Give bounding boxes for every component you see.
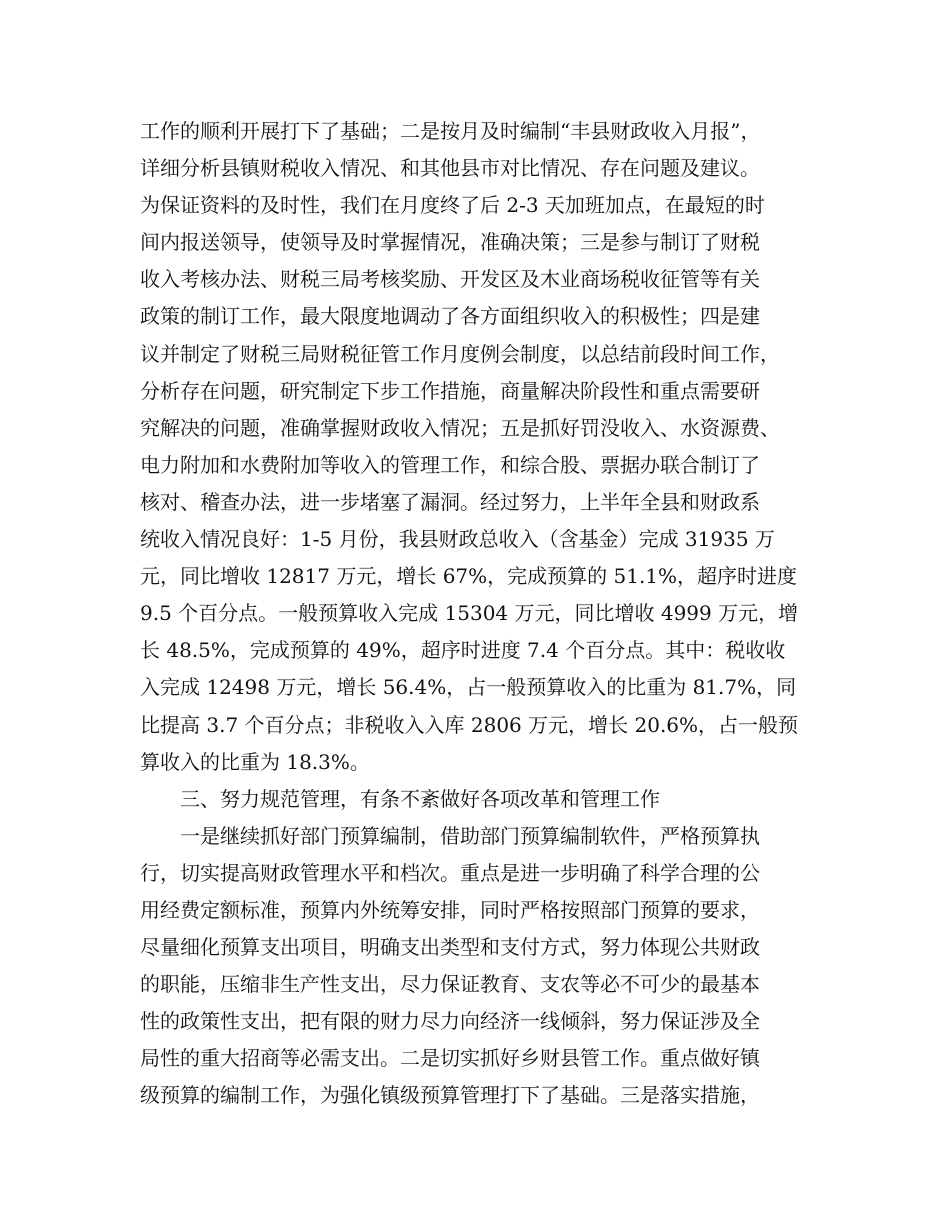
text-line: 间内报送领导，使领导及时掌握情况，准确决策；三是参与制订了财税 [140, 230, 760, 255]
text-line: 核对、稽查办法，进一步堵塞了漏洞。经过努力，上半年全县和财政系 [140, 489, 760, 514]
text-line: 政策的制订工作，最大限度地调动了各方面组织收入的积极性；四是建 [140, 304, 760, 329]
text-line: 元，同比增收 12817 万元，增长 67%，完成预算的 51.1%，超序时进度 [140, 564, 798, 589]
text-line: 长 48.5%，完成预算的 49%，超序时进度 7.4 个百分点。其中：税收收 [140, 638, 786, 663]
text-line: 用经费定额标准，预算内外统筹安排，同时严格按照部门预算的要求， [140, 897, 760, 922]
text-line: 究解决的问题，准确掌握财政收入情况；五是抓好罚没收入、水资源费、 [140, 415, 780, 440]
text-line: 议并制定了财税三局财税征管工作月度例会制度，以总结前段时间工作， [140, 341, 780, 366]
text-line: 局性的重大招商等必需支出。二是切实抓好乡财县管工作。重点做好镇 [140, 1046, 760, 1071]
text-line: 的职能，压缩非生产性支出，尽力保证教育、支农等必不可少的最基本 [140, 972, 760, 997]
text-line: 9.5 个百分点。一般预算收入完成 15304 万元，同比增收 4999 万元，增 [140, 601, 799, 626]
text-line: 三、努力规范管理，有条不紊做好各项改革和管理工作 [180, 786, 660, 811]
document-body [140, 113, 830, 1115]
text-line: 比提高 3.7 个百分点；非税收入入库 2806 万元，增长 20.6%，占一般预 [140, 712, 799, 737]
text-line: 电力附加和水费附加等收入的管理工作，和综合股、票据办联合制订了 [140, 452, 760, 477]
text-line: 一是继续抓好部门预算编制，借助部门预算编制软件，严格预算执 [180, 823, 760, 848]
text-line: 统收入情况良好：1-5 月份，我县财政总收入（含基金）完成 31935 万 [140, 527, 775, 552]
text-line: 为保证资料的及时性，我们在月度终了后 2-3 天加班加点，在最短的时 [140, 193, 765, 218]
text-line: 工作的顺利开展打下了基础；二是按月及时编制“丰县财政收入月报”， [140, 119, 761, 143]
text-line: 算收入的比重为 18.3%。 [140, 749, 370, 774]
text-line: 分析存在问题，研究制定下步工作措施，商量解决阶段性和重点需要研 [140, 378, 760, 403]
text-line: 行，切实提高财政管理水平和档次。重点是进一步明确了科学合理的公 [140, 860, 760, 885]
text-line: 性的政策性支出，把有限的财力尽力向经济一线倾斜，努力保证涉及全 [140, 1009, 760, 1034]
text-line: 入完成 12498 万元，增长 56.4%，占一般预算收入的比重为 81.7%，同 [140, 675, 797, 700]
text-line: 级预算的编制工作，为强化镇级预算管理打下了基础。三是落实措施， [140, 1083, 760, 1108]
text-line: 收入考核办法、财税三局考核奖励、开发区及木业商场税收征管等有关 [140, 267, 760, 292]
text-line: 尽量细化预算支出项目，明确支出类型和支付方式，努力体现公共财政 [140, 935, 760, 960]
text-line: 详细分析县镇财税收入情况、和其他县市对比情况、存在问题及建议。 [140, 156, 760, 181]
